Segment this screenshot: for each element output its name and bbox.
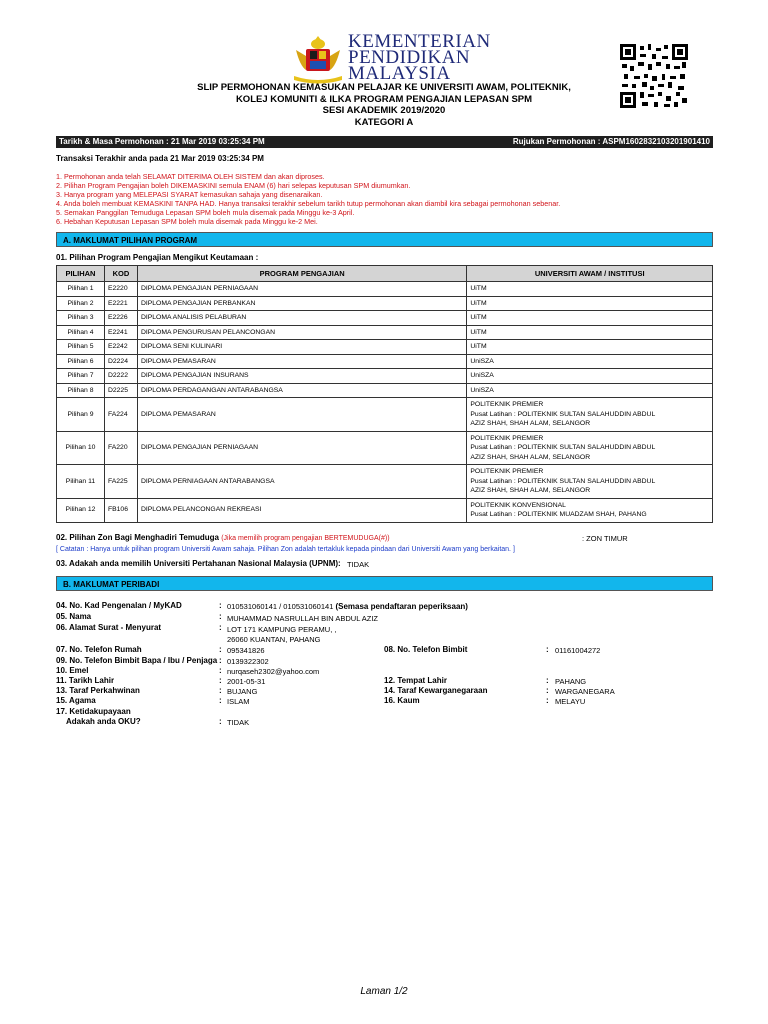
colon: : xyxy=(219,645,222,654)
cell-program: DIPLOMA PENGAJIAN PERNIAGAAN xyxy=(137,282,466,297)
colon: : xyxy=(219,717,222,726)
ministry-line-2: PENDIDIKAN xyxy=(348,47,471,68)
cell-program: DIPLOMA PENGURUSAN PELANCONGAN xyxy=(137,325,466,340)
table-row xyxy=(57,340,713,355)
dob-label: 11. Tarikh Lahir xyxy=(56,676,115,685)
cell-program: DIPLOMA PELANCONGAN REKREASI xyxy=(137,498,466,522)
institusi-line: UiTM xyxy=(470,285,487,292)
note-item: 4. Anda boleh membuat KEMASKINI TANPA HAD. Hanya transaksi terakhir sebelum tarikh tutup permohonan akan diambil kira sebagai permohonan sebenar. xyxy=(56,199,561,208)
cell-pilihan: Pilihan 12 xyxy=(57,498,105,522)
cell-institusi xyxy=(467,383,713,398)
q3-value: TIDAK xyxy=(347,560,370,569)
institusi-line: Pusat Latihan : POLITEKNIK MUADZAM SHAH, PAHANG xyxy=(470,511,647,518)
notes-list xyxy=(56,172,560,226)
colon: : xyxy=(219,676,222,685)
name-label: 05. Nama xyxy=(56,612,92,621)
cell-institusi xyxy=(467,369,713,384)
table-row xyxy=(57,383,713,398)
summary-bar xyxy=(56,136,713,148)
cell-pilihan: Pilihan 10 xyxy=(57,431,105,465)
cell-pilihan: Pilihan 7 xyxy=(57,369,105,384)
ministry-line-1: KEMENTERIAN xyxy=(348,31,491,52)
colon: : xyxy=(546,696,549,705)
table-row xyxy=(57,354,713,369)
disability-label: 17. Ketidakupayaan xyxy=(56,707,131,716)
colon: : xyxy=(546,676,549,685)
oku-label: Adakah anda OKU? xyxy=(66,717,141,726)
institusi-line: UiTM xyxy=(470,343,487,350)
table-row xyxy=(57,498,713,522)
q2-row xyxy=(56,533,390,542)
institusi-line: AZIZ SHAH, SHAH ALAM, SELANGOR xyxy=(470,420,591,427)
cell-institusi xyxy=(467,398,713,432)
institusi-line: UniSZA xyxy=(470,372,494,379)
cell-program: DIPLOMA PENGAJIAN PERNIAGAAN xyxy=(137,431,466,465)
table-row xyxy=(57,369,713,384)
email-value: nurqaseh2302@yahoo.com xyxy=(227,667,320,676)
cell-kod: E2226 xyxy=(104,311,137,326)
cell-program: DIPLOMA SENI KULINARI xyxy=(137,340,466,355)
title-line-3: SESI AKADEMIK 2019/2020 xyxy=(322,105,446,116)
institusi-line: Pusat Latihan : POLITEKNIK SULTAN SALAHUDDIN ABDUL xyxy=(470,477,656,485)
cell-kod: FA224 xyxy=(104,398,137,432)
pob-value: PAHANG xyxy=(555,677,587,686)
race-label: 16. Kaum xyxy=(384,696,420,705)
title-line-1: SLIP PERMOHONAN KEMASUKAN PELAJAR KE UNIVERSITI AWAM, POLITEKNIK, xyxy=(197,82,571,93)
institusi-line: UiTM xyxy=(470,314,487,321)
note-item: 6. Hebahan Keputusan Lepasan SPM boleh mula disemak pada Minggu ke-2 Mei. xyxy=(56,217,318,226)
cell-kod: FA225 xyxy=(104,465,137,499)
cell-kod: E2220 xyxy=(104,282,137,297)
email-label: 10. Emel xyxy=(56,666,89,675)
home-phone-label: 07. No. Telefon Rumah xyxy=(56,645,142,654)
institusi-line: UniSZA xyxy=(470,357,494,365)
q2-value: : ZON TIMUR xyxy=(582,534,628,543)
note-item: 3. Hanya program yang MELEPASI SYARAT kemasukan sahaja yang disenaraikan. xyxy=(56,190,323,199)
note-item: 1. Permohonan anda telah SELAMAT DITERIMA OLEH SISTEM dan akan diproses. xyxy=(56,172,325,181)
table-row xyxy=(57,282,713,297)
cell-program: DIPLOMA PEMASARAN xyxy=(137,398,466,432)
mobile-label: 08. No. Telefon Bimbit xyxy=(384,645,468,654)
cell-pilihan: Pilihan 9 xyxy=(57,398,105,432)
institusi-line: UiTM xyxy=(470,328,487,336)
cell-institusi xyxy=(467,325,713,340)
cell-institusi xyxy=(467,354,713,369)
page-number: Laman 1/2 xyxy=(360,986,408,997)
cell-kod: D2222 xyxy=(104,369,137,384)
dob-value: 2001-05-31 xyxy=(227,677,266,686)
table-row xyxy=(57,296,713,311)
col-header-program: PROGRAM PENGAJIAN xyxy=(137,266,466,282)
institusi-line: POLITEKNIK PREMIER xyxy=(470,401,544,408)
cell-pilihan: Pilihan 2 xyxy=(57,296,105,311)
q2-label: 02. Pilihan Zon Bagi Menghadiri Temuduga xyxy=(56,533,219,542)
marital-value: BUJANG xyxy=(227,687,258,696)
cell-institusi xyxy=(467,431,713,465)
ic-note: (Semasa pendaftaran peperiksaan) xyxy=(335,602,468,611)
cell-program: DIPLOMA PENGAJIAN PERBANKAN xyxy=(137,296,466,311)
col-header-institusi: UNIVERSITI AWAM / INSTITUSI xyxy=(467,266,713,282)
colon: : xyxy=(546,645,549,654)
religion-value: ISLAM xyxy=(227,697,250,706)
table-row xyxy=(57,465,713,499)
cell-institusi xyxy=(467,498,713,522)
address-label: 06. Alamat Surat - Menyurat xyxy=(56,623,162,632)
ministry-logo-text xyxy=(348,31,491,84)
cell-program: DIPLOMA ANALISIS PELABURAN xyxy=(137,311,466,326)
last-transaction: Transaksi Terakhir anda pada 21 Mar 2019 03:25:34 PM xyxy=(56,154,264,163)
cell-institusi xyxy=(467,282,713,297)
cell-kod: E2241 xyxy=(104,325,137,340)
cell-institusi xyxy=(467,311,713,326)
name-value: MUHAMMAD NASRULLAH BIN ABDUL AZIZ xyxy=(227,614,378,623)
ic-label: 04. No. Kad Pengenalan / MyKAD xyxy=(56,601,182,610)
institusi-line: AZIZ SHAH, SHAH ALAM, SELANGOR xyxy=(470,453,591,461)
colon: : xyxy=(219,601,222,610)
institusi-line: UiTM xyxy=(470,299,487,307)
religion-label: 15. Agama xyxy=(56,696,96,705)
cell-pilihan: Pilihan 11 xyxy=(57,465,105,499)
colon: : xyxy=(219,612,222,621)
title-line-4: KATEGORI A xyxy=(354,116,414,128)
marital-label: 13. Taraf Perkahwinan xyxy=(56,686,140,695)
cell-kod: E2242 xyxy=(104,340,137,355)
q1-label: 01. Pilihan Program Pengajian Mengikut Keutamaan : xyxy=(56,253,259,262)
cell-kod: FA220 xyxy=(104,431,137,465)
address-line-2: 26060 KUANTAN, PAHANG xyxy=(227,635,321,644)
cell-pilihan: Pilihan 4 xyxy=(57,325,105,340)
section-b-header: B. MAKLUMAT PERIBADI xyxy=(56,576,713,591)
note-item: 5. Semakan Panggilan Temuduga Lepasan SPM boleh mula disemak pada Minggu ke-3 April. xyxy=(56,208,355,217)
cell-program: DIPLOMA PENGAJIAN INSURANS xyxy=(137,369,466,384)
table-header-row xyxy=(57,266,713,282)
cell-kod: E2221 xyxy=(104,296,137,311)
parent-phone-value: 0139322302 xyxy=(227,657,269,666)
cell-pilihan: Pilihan 8 xyxy=(57,383,105,398)
section-a-header: A. MAKLUMAT PILIHAN PROGRAM xyxy=(56,232,713,247)
institusi-line: POLITEKNIK KONVENSIONAL xyxy=(470,501,566,509)
table-row xyxy=(57,398,713,432)
parent-phone-label: 09. No. Telefon Bimbit Bapa / Ibu / Penjaga xyxy=(56,656,218,665)
colon: : xyxy=(219,686,222,695)
table-row xyxy=(57,325,713,340)
citizenship-label: 14. Taraf Kewarganegaraan xyxy=(384,686,488,695)
colon: : xyxy=(219,623,222,632)
table-row xyxy=(57,431,713,465)
ic-row xyxy=(227,602,468,611)
pob-label: 12. Tempat Lahir xyxy=(384,676,447,685)
table-row xyxy=(57,311,713,326)
colon: : xyxy=(219,666,222,675)
q3-colon: : xyxy=(338,559,341,568)
title-line-2: KOLEJ KOMUNITI & ILKA PROGRAM PENGAJIAN LEPASAN SPM xyxy=(235,93,533,105)
address-line-1: LOT 171 KAMPUNG PERAMU, , xyxy=(227,625,337,634)
cell-institusi xyxy=(467,465,713,499)
col-header-kod: KOD xyxy=(104,266,137,282)
cell-program: DIPLOMA PEMASARAN xyxy=(137,354,466,369)
cell-institusi xyxy=(467,296,713,311)
program-table xyxy=(56,265,713,523)
institusi-line: AZIZ SHAH, SHAH ALAM, SELANGOR xyxy=(470,487,591,494)
colon: : xyxy=(219,696,222,705)
note-item: 2. Pilihan Program Pengajian boleh DIKEMASKINI semula ENAM (6) hari selepas keputusan SPM diumumkan. xyxy=(56,181,411,190)
application-date: Tarikh & Masa Permohonan : 21 Mar 2019 03:25:34 PM xyxy=(59,137,265,146)
cell-pilihan: Pilihan 1 xyxy=(57,282,105,297)
cell-pilihan: Pilihan 5 xyxy=(57,340,105,355)
institusi-line: Pusat Latihan : POLITEKNIK SULTAN SALAHUDDIN ABDUL xyxy=(470,444,656,451)
institusi-line: UniSZA xyxy=(470,386,494,394)
institusi-line: POLITEKNIK PREMIER xyxy=(470,468,544,475)
q2-note: (Jika memilih program pengajian BERTEMUDUGA(#)) xyxy=(221,535,390,542)
q3-label: 03. Adakah anda memilih Universiti Pertahanan Nasional Malaysia (UPNM) xyxy=(56,559,339,568)
oku-value: TIDAK xyxy=(227,718,250,727)
race-value: MELAYU xyxy=(555,697,586,706)
institusi-line: Pusat Latihan : POLITEKNIK SULTAN SALAHUDDIN ABDUL xyxy=(470,410,656,418)
col-header-pilihan: PILIHAN xyxy=(57,266,105,282)
cell-kod: D2225 xyxy=(104,383,137,398)
ic-value: 010531060141 / 010531060141 xyxy=(227,602,334,611)
cell-program: DIPLOMA PERDAGANGAN ANTARABANGSA xyxy=(137,383,466,398)
application-reference: Rujukan Permohonan : ASPM1602832103201901410 xyxy=(512,137,710,146)
slip-title xyxy=(0,82,768,128)
cell-pilihan: Pilihan 6 xyxy=(57,354,105,369)
cell-institusi xyxy=(467,340,713,355)
cell-pilihan: Pilihan 3 xyxy=(57,311,105,326)
cell-kod: FB106 xyxy=(104,498,137,522)
home-phone-value: 095341826 xyxy=(227,646,265,655)
ministry-line-3: MALAYSIA xyxy=(348,63,451,84)
q2-catatan: [ Catatan : Hanya untuk pilihan program Universiti Awam sahaja. Pilihan Zon adalah tertakluk kepada pindaan dari Universiti Awam yang berkaitan. ] xyxy=(56,546,515,553)
cell-program: DIPLOMA PERNIAGAAN ANTARABANGSA xyxy=(137,465,466,499)
institusi-line: POLITEKNIK PREMIER xyxy=(470,434,544,442)
colon: : xyxy=(219,656,222,665)
colon: : xyxy=(546,686,549,695)
citizenship-value: WARGANEGARA xyxy=(555,687,615,696)
mobile-value: 01161004272 xyxy=(555,646,601,655)
jata-negara-crest-icon xyxy=(292,36,344,86)
cell-kod: D2224 xyxy=(104,354,137,369)
